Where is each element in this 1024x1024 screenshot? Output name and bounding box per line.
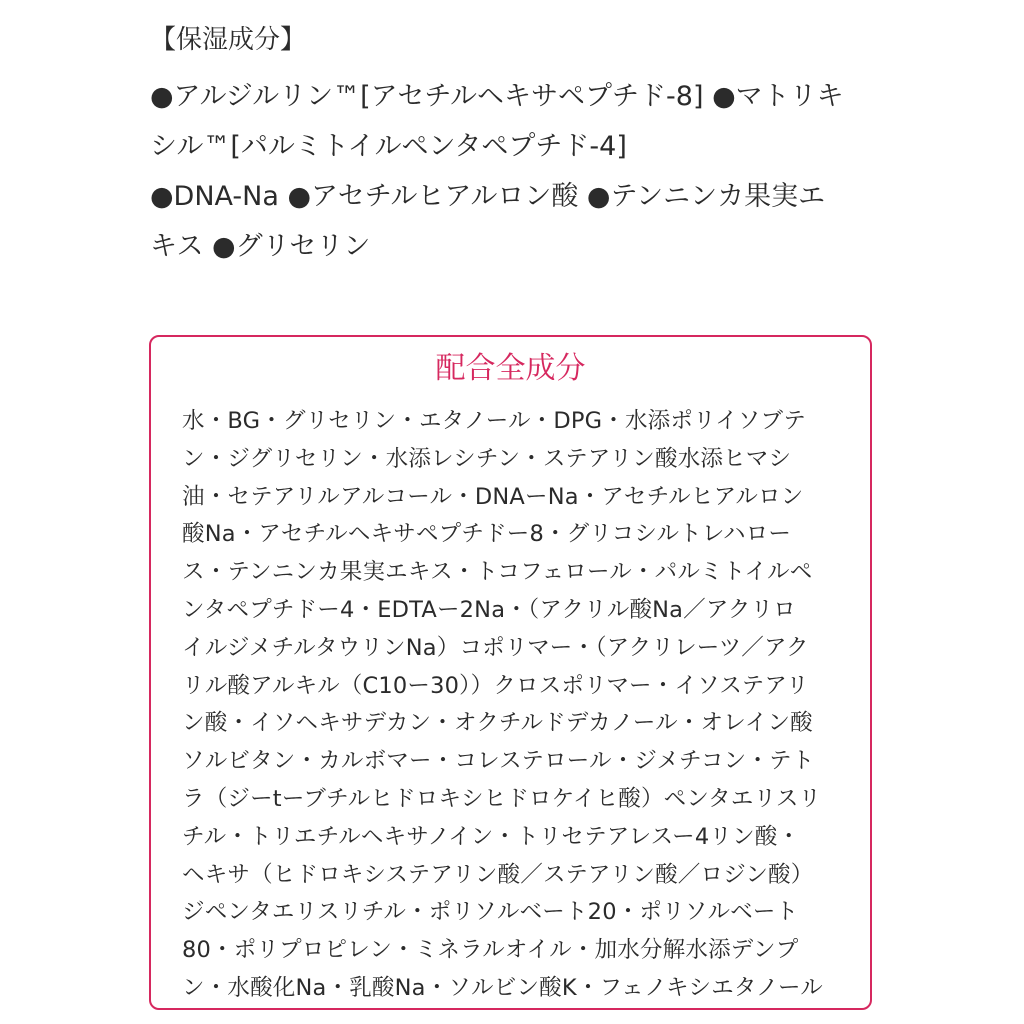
ingredient-line: ンタペプチドー4・EDTAー2Na・（アクリル酸Na／アクリロ [182, 596, 796, 623]
moisturizing-line: キス ●グリセリン [150, 231, 371, 262]
moisturizing-line: ●アルジルリン™[アセチルヘキサペプチド-8] ●マトリキ [150, 81, 844, 112]
ingredient-line: ジペンタエリスリチル・ポリソルベート20・ポリソルベート [182, 899, 799, 926]
ingredient-line: イルジメチルタウリンNa）コポリマー・（アクリレーツ／アク [182, 634, 809, 661]
ingredient-line: ラ（ジーtーブチルヒドロキシヒドロケイヒ酸）ペンタエリスリ [182, 785, 822, 812]
full-ingredients-box [149, 335, 872, 1010]
ingredient-line: ス・テンニンカ果実エキス・トコフェロール・パルミトイルペ [182, 559, 813, 586]
ingredient-line: ン酸・イソヘキサデカン・オクチルドデカノール・オレイン酸 [182, 710, 813, 737]
moisturizing-line: シル™[パルミトイルペンタペプチド-4] [150, 131, 627, 162]
ingredient-line: ン・ジグリセリン・水添レシチン・ステアリン酸水添ヒマシ [182, 445, 792, 472]
ingredient-line: 油・セテアリルアルコール・DNAーNa・アセチルヒアルロン [182, 483, 804, 510]
moisturizing-line: ●DNA-Na ●アセチルヒアルロン酸 ●テンニンカ果実エ [150, 181, 826, 212]
ingredient-line: 80・ポリプロピレン・ミネラルオイル・加水分解水添デンプ [182, 937, 799, 964]
ingredient-line: 水・BG・グリセリン・エタノール・DPG・水添ポリイソブテ [182, 408, 806, 434]
ingredient-list [182, 403, 862, 1008]
ingredient-line: ン・水酸化Na・乳酸Na・ソルビン酸K・フェノキシエタノール [182, 974, 823, 1001]
ingredient-line: 酸Na・アセチルヘキサペプチドー8・グリコシルトレハロー [182, 521, 792, 548]
moisturizing-heading: 【保湿成分】 [150, 25, 307, 55]
ingredient-line: リル酸アルキル（C10ー30））クロスポリマー・イソステアリ [182, 672, 809, 699]
moisturizing-section [150, 14, 870, 272]
ingredient-line: チル・トリエチルヘキサノイン・トリセテアレスー4リン酸・ [182, 823, 801, 850]
ingredient-line: ソルビタン・カルボマー・コレステロール・ジメチコン・テト [182, 748, 815, 775]
full-ingredients-title: 配合全成分 [435, 351, 586, 386]
ingredient-line: ヘキサ（ヒドロキシステアリン酸／ステアリン酸／ロジン酸） [182, 861, 814, 888]
